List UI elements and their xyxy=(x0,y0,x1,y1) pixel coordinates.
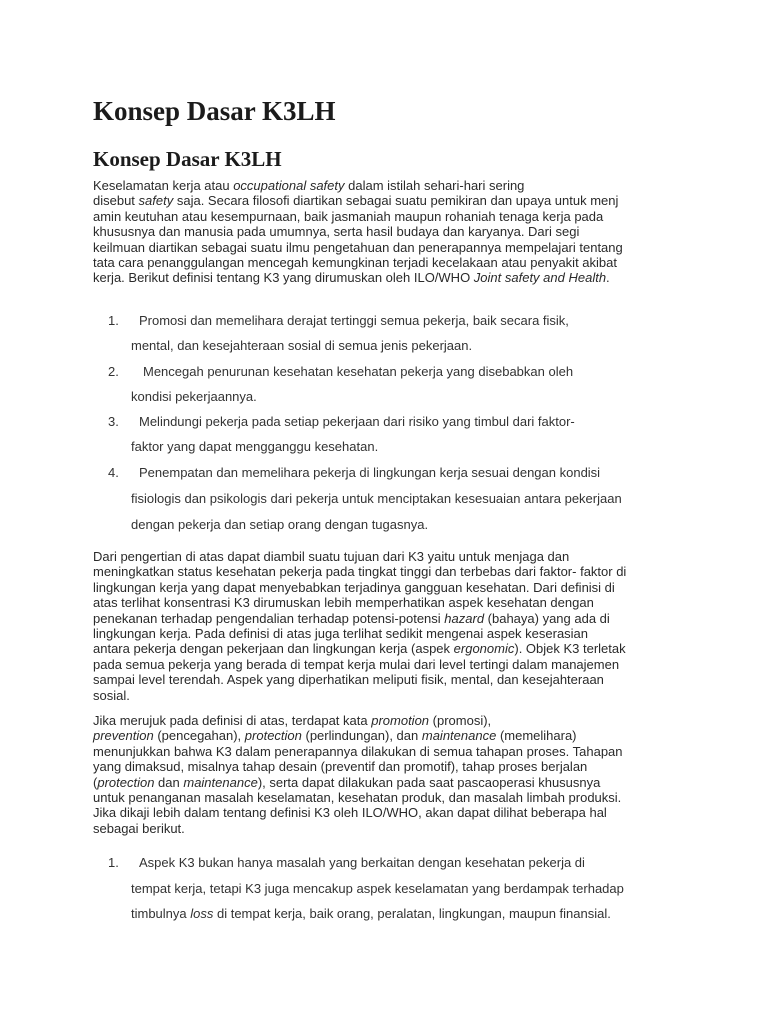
intro-line-5: keilmuan diartikan sebagai suatu ilmu pengetahuan dan penerapannya mempelajari tentang xyxy=(93,239,623,255)
paragraph-line: atas terlihat konsentrasi K3 dirumuskan lebih memperhatikan aspek kesehatan dengan xyxy=(93,595,594,611)
intro-line-4: khususnya dan manusia pada umumnya, serta hasil budaya dan karyanya. Dari segi xyxy=(93,224,580,240)
list-item-text: mental, dan kesejahteraan sosial di semua jenis pekerjaan. xyxy=(131,338,473,353)
list-item-text: timbulnya loss di tempat kerja, baik orang, peralatan, lingkungan, maupun finansial. xyxy=(131,906,611,921)
paragraph-line: Jika merujuk pada definisi di atas, terdapat kata promotion (promosi), xyxy=(93,713,492,728)
paragraph-line: sampai level terendah. Aspek yang diperhatikan meliputi fisik, mental, dan kesejahteraan xyxy=(93,672,604,688)
paragraph-line: penekanan terhadap pengendalian terhadap potensi-potensi hazard (bahaya) yang ada di xyxy=(93,610,610,626)
paragraph-line: sosial. xyxy=(93,687,130,703)
list-item-text: dengan pekerja dan setiap orang dengan tugasnya. xyxy=(131,517,429,532)
list-item-text: Melindungi pekerja pada setiap pekerjaan dari risiko yang timbul dari faktor- xyxy=(139,414,575,429)
list-item-text: Mencegah penurunan kesehatan kesehatan pekerja yang disebabkan oleh xyxy=(143,364,574,379)
list-item-text: Aspek K3 bukan hanya masalah yang berkaitan dengan kesehatan pekerja di xyxy=(139,855,585,870)
list-number: 1. xyxy=(108,313,119,328)
list-item-text: fisiologis dan psikologis dari pekerja untuk menciptakan kesesuaian antara pekerjaan xyxy=(131,491,622,506)
page-title: Konsep Dasar K3LH xyxy=(93,96,336,126)
paragraph-line: untuk penanganan masalah keselamatan, kesehatan produk, dan masalah limbah produksi. xyxy=(93,790,622,806)
paragraph-line: lingkungan kerja. Pada definisi di atas juga terlihat sedikit mengenai aspek keserasian xyxy=(93,626,589,642)
paragraph-line: Jika dikaji lebih dalam tentang definisi K3 oleh ILO/WHO, akan dapat dilihat beberapa hal xyxy=(93,805,607,821)
paragraph-line: antara pekerja dengan pekerjaan dan lingkungan kerja (aspek ergonomic). Objek K3 terletak xyxy=(93,641,626,657)
intro-line-3: amin keutuhan atau kesempurnaan, baik jasmaniah maupun rohaniah tenaga kerja pada xyxy=(93,208,604,224)
intro-line-2: disebut safety saja. Secara filosofi diartikan sebagai suatu pemikiran dan upaya untuk menj xyxy=(93,193,619,209)
paragraph-line: Dari pengertian di atas dapat diambil suatu tujuan dari K3 yaitu untuk menjaga dan xyxy=(93,549,570,564)
list-item-text: Promosi dan memelihara derajat tertinggi semua pekerja, baik secara fisik, xyxy=(139,313,569,328)
paragraph-line: meningkatkan status kesehatan pekerja pada tingkat tinggi dan terbebas dari faktor- faktor di xyxy=(93,564,627,580)
ilo-who-paragraph xyxy=(93,713,693,836)
paragraph-line: prevention (pencegahan), protection (perlindungan), dan maintenance (memelihara) xyxy=(93,728,577,744)
paragraph-line: yang dimaksud, misalnya tahap desain (preventif dan promotif), tahap proses berjalan xyxy=(93,759,588,775)
list-number: 4. xyxy=(108,465,119,480)
intro-line-7: kerja. Berikut definisi tentang K3 yang dirumuskan oleh ILO/WHO Joint safety and Health. xyxy=(93,270,610,286)
paragraph-line: (protection dan maintenance), serta dapat dilakukan pada saat pascaoperasi khususnya xyxy=(93,774,601,790)
intro-line-1: Keselamatan kerja atau occupational safety dalam istilah sehari-hari sering xyxy=(93,178,525,193)
purpose-paragraph xyxy=(93,549,693,703)
list-item-text: kondisi pekerjaannya. xyxy=(131,389,257,404)
intro-line-6: tata cara penanggulangan mencegah kemungkinan terjadi kecelakaan atau penyakit akibat xyxy=(93,255,617,271)
list-item-text: Penempatan dan memelihara pekerja di lingkungan kerja sesuai dengan kondisi xyxy=(139,465,601,480)
intro-paragraph xyxy=(93,178,693,286)
section-heading: Konsep Dasar K3LH xyxy=(93,147,282,171)
paragraph-line: sebagai berikut. xyxy=(93,820,185,836)
list-number: 1. xyxy=(108,855,119,870)
list-item-text: tempat kerja, tetapi K3 juga mencakup aspek keselamatan yang berdampak terhadap xyxy=(131,881,624,896)
list-number: 3. xyxy=(108,414,119,429)
paragraph-line: pada semua pekerja yang berada di tempat kerja mulai dari level tertingi dalam manajemen xyxy=(93,656,620,672)
paragraph-line: menunjukkan bahwa K3 dalam penerapannya dilakukan di semua tahapan proses. Tahapan xyxy=(93,743,623,759)
paragraph-line: lingkungan kerja yang dapat menyebabkan terjadinya gangguan kesehatan. Dari definisi di xyxy=(93,579,615,595)
list-item-text: faktor yang dapat mengganggu kesehatan. xyxy=(131,439,379,454)
list-number: 2. xyxy=(108,364,119,379)
